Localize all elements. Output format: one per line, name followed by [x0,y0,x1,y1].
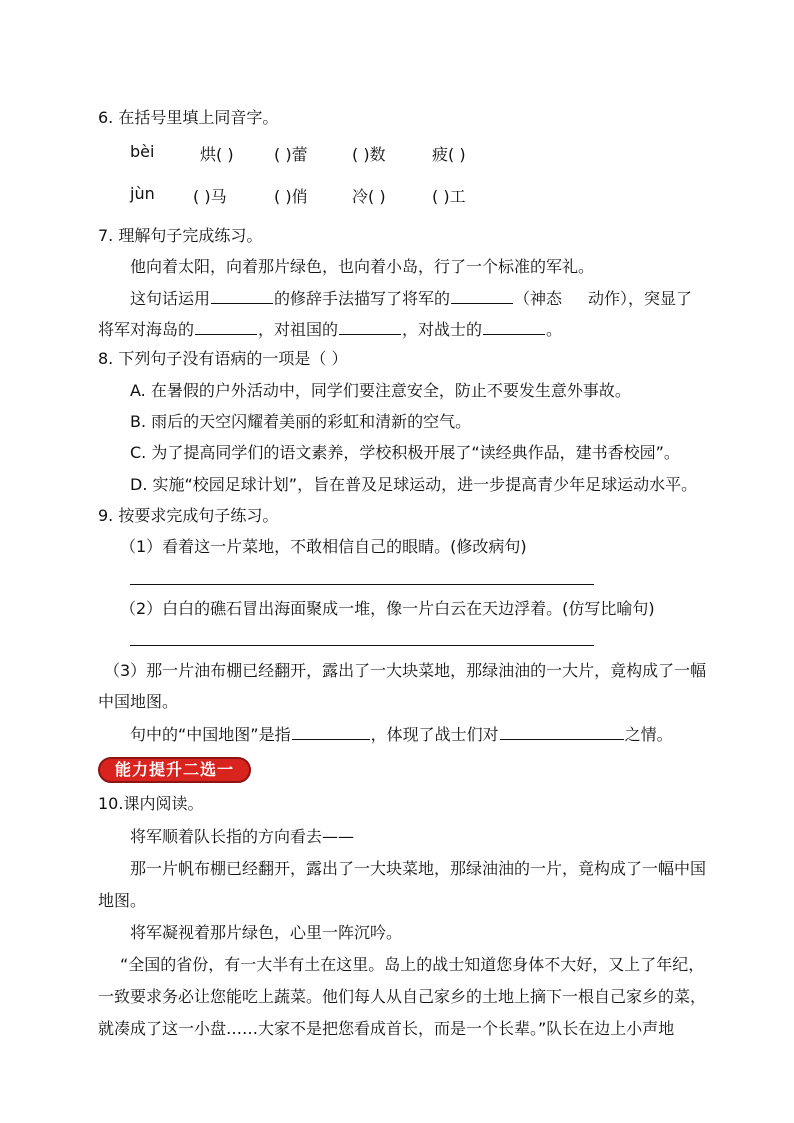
answer-line-1[interactable] [130,584,594,585]
q8-option-b[interactable]: B. 雨后的天空闪耀着美丽的彩虹和清新的空气。 [130,412,472,431]
pinyin-jun: jùn [130,184,155,203]
q7-sentence: 他向着太阳，向着那片绿色，也向着小岛，行了一个标准的军礼。 [130,257,595,276]
q8-option-d[interactable]: D. 实施“校园足球计划”，旨在普及足球运动，进一步提高青少年足球运动水平。 [130,475,698,494]
fill-blank[interactable] [211,287,273,304]
q10-line: 就凑成了这一小盘……大家不是把您看成首长，而是一个长辈。”队长在边上小声地 [98,1019,675,1038]
blank-item[interactable]: ( )工 [432,187,466,206]
q6-title: 6. 在括号里填上同音字。 [98,108,279,127]
q7-paragraph-line2: 将军对海岛的 ，对祖国的 ，对战士的 。 [98,320,563,339]
q7-paragraph-line1: 这句话运用 的修辞手法描写了将军的 （神态 动作），突显了 [130,289,693,308]
blank-item[interactable]: 疲( ) [432,145,466,164]
fill-blank[interactable] [451,287,513,304]
blank-item[interactable]: ( )俏 [274,187,308,206]
q10-line: 那一片帆布棚已经翻开，露出了一大块菜地，那绿油油的一片，竟构成了一幅中国 [130,859,707,878]
q10-line: 一致要求务必让您能吃上蔬菜。他们每人从自己家乡的土地上摘下一根自己家乡的菜， [98,987,707,1006]
q8-option-c[interactable]: C. 为了提高同学们的语文素养，学校积极开展了“读经典作品，建书香校园”。 [130,443,680,462]
q10-title: 10.课内阅读。 [98,794,204,813]
fill-blank[interactable] [195,318,257,335]
q10-line: 地图。 [98,891,147,910]
q9-sub1: （1）看着这一片菜地，不敢相信自己的眼睛。(修改病句) [120,537,527,556]
q8-title: 8. 下列句子没有语病的一项是（ ） [98,349,348,368]
q8-option-a[interactable]: A. 在暑假的户外活动中，同学们要注意安全，防止不要发生意外事故。 [130,381,631,400]
blank-item[interactable]: ( )马 [193,187,227,206]
q9-sub3-line1: （3）那一片油布棚已经翻开，露出了一大块菜地，那绿油油的一大片，竟构成了一幅 [104,661,707,680]
fill-blank[interactable] [483,318,545,335]
q10-line: 将军凝视着那片绿色，心里一阵沉吟。 [130,923,403,942]
q9-sub3-question: 句中的“中国地图”是指 ，体现了战士们对 之情。 [130,725,673,744]
fill-blank[interactable] [500,723,624,740]
q10-line: “全国的省份，有一大半有土在这里。岛上的战士知道您身体不大好，又上了年纪， [120,955,705,974]
fill-blank[interactable] [292,723,370,740]
pinyin-bei: bèi [130,142,155,161]
q10-line: 将军顺着队长指的方向看去—— [130,827,355,846]
blank-item[interactable]: ( )数 [352,145,386,164]
blank-item[interactable]: 冷( ) [352,187,386,206]
q7-title: 7. 理解句子完成练习。 [98,226,263,245]
blank-item[interactable]: 烘( ) [200,145,234,164]
fill-blank[interactable] [339,318,401,335]
q9-sub2: （2）白白的礁石冒出海面聚成一堆，像一片白云在天边浮着。(仿写比喻句) [120,599,655,618]
section-badge: 能力提升二选一 [98,757,251,783]
blank-item[interactable]: ( )蕾 [274,145,308,164]
q9-title: 9. 按要求完成句子练习。 [98,506,279,525]
q9-sub3-line2: 中国地图。 [98,692,179,711]
answer-line-2[interactable] [130,645,594,646]
